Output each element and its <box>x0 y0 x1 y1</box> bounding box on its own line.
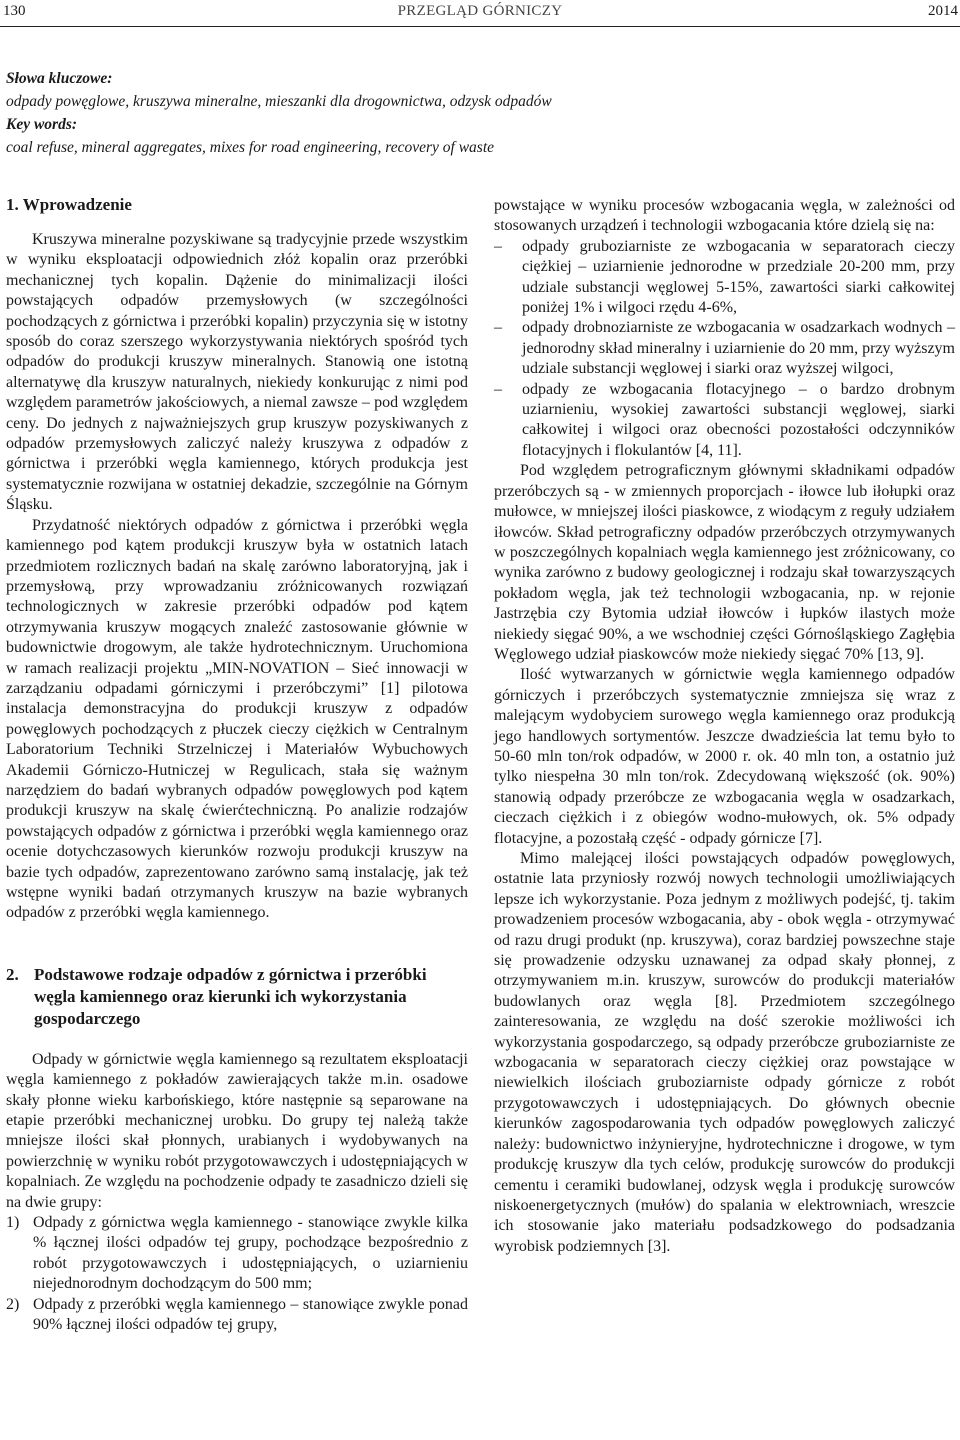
keywords-pl-text: odpady powęglowe, kruszywa mineralne, mieszanki dla drogownictwa, odzysk odpadów <box>6 93 552 110</box>
page-number: 130 <box>3 3 26 19</box>
list-item <box>494 380 955 462</box>
list-marker: 2) <box>6 1295 20 1313</box>
list-item-text: odpady ze wzbogacania flotacyjnego – o bardzo drobnym uziarnieniu, wysokiej zawartości substancji węglowej, siarki całkowitej i wilgoci oraz obecności pozostałości odczynników flotacyjnych i flokulantów [4, 11]. <box>522 380 955 459</box>
dash-marker: – <box>494 319 502 337</box>
left-column <box>6 194 468 1336</box>
section-2-title: Podstawowe rodzaje odpadów z górnictwa i przeróbki węgla kamiennego oraz kierunki ich wykorzystania gospodarczego <box>34 964 427 1028</box>
right-column <box>494 196 955 1257</box>
body-paragraph: Pod względem petrograficznym głównymi składnikami odpadów przeróbczych są - w zmiennych proporcjach - iłowce lub iłołupki oraz mułowce, w mniejszej ilości piaskowce, z wiodącym z reguły udziałem iłowców. Skład petrograficzny odpadów przeróbczych otrzymywanych w poszczególnych kopalniach węgla kamiennego jest zróżnicowany, co wynika zarówno z budowy geologicznej i rodzaju skał towarzyszących pokładom węgla, jak też technologii wzbogacania, np. w rejonie Jastrzębia czy Bytomia udział iłowców i łupków ilastych może niekiedy sięgać 90%, a we wschodniej części Górnośląskiego Zagłębia Węglowego udział piaskowców może niekiedy sięgać 70% [13, 9]. <box>494 462 955 663</box>
section-2-heading <box>6 964 468 1030</box>
list-item-text: odpady drobnoziarniste ze wzbogacania w osadzarkach wodnych – jednorodny skład mineralny i uziarnienie do 20 mm, przy wyższym udziale substancji węglowej i siarki oraz wyższej wilgoci, <box>522 319 955 378</box>
list-item <box>494 318 955 379</box>
dash-marker: – <box>494 380 502 398</box>
list-item-text: odpady gruboziarniste ze wzbogacania w separatorach cieczy ciężkiej – uziarnienie jednorodne w przedziale 20-200 mm, przy udziale substancji węglowej 5-15%, zawartości siarki całkowitej poniżej 1% i wilgoci rzędu 4-6%, <box>522 237 955 317</box>
list-item <box>6 1213 468 1295</box>
section-1-paragraph: Kruszywa mineralne pozyskiwane są tradycyjnie przede wszystkim w wyniku eksploatacji odpowiednich złóż kopalin oraz przeróbki mechanicznej tych kopalin. Dążenie do minimalizacji ilości powstających odpadów przemysłowych (w szczególności pochodzących z górnictwa i przeróbki kopalin) przyczynia się w istotny sposób do coraz szerszego wykorzystywania niektórych spośród tych odpadów do produkcji kruszyw mineralnych. Stanowią one istotną alternatywę dla kruszyw naturalnych, niekiedy konkurując z nimi pod względem parametrów jakościowych, a niemal zawsze – pod względem ceny. Do jednych z najważniejszych grup kruszyw pozyskiwanych z odpadów przemysłowych zaliczyć należy kruszywa z odpadów z górnictwa i przeróbki węgla kamiennego, których produkcja jest systematycznie rozwijana w ostatniej dekadzie, szczególnie na Górnym Śląsku. <box>6 231 468 514</box>
journal-title: PRZEGLĄD GÓRNICZY <box>397 3 563 19</box>
keywords-block <box>6 67 946 159</box>
section-2-number: 2. <box>6 964 19 984</box>
list-continuation: powstające w wyniku procesów wzbogacania węgla, w zależności od stosowanych urządzeń i technologii wzbogacania które dzielą się na: <box>494 197 955 235</box>
list-marker: 1) <box>6 1214 20 1232</box>
body-paragraph: Mimo malejącej ilości powstających odpadów powęglowych, ostatnie lata przyniosły rozwój nowych technologii umożliwiających lepsze ich wykorzystanie. Poza jednym z możliwych podejść, tj. takim prowadzeniem procesów wzbogacania, aby - obok węgla - otrzymywać od razu drugi produkt (np. kruszywa), coraz bardziej powszechne staje się prowadzenie odzysku uznawanej za odpad skały płonnej, z otrzymywaniem m.in. kruszyw, surowców do produkcji materiałów budowlanych oraz węgla [8]. Przedmiotem szczególnego zainteresowania, ze względu na dość szerokie możliwości ich wykorzystania gospodarczego, są odpady przeróbcze gruboziarniste ze wzbogacania w separatorach cieczy ciężkiej oraz powstające w niewielkich ilościach gruboziarniste odpady górnicze z robót przygotowawczych i udostępniających. Do głównych obecnie kierunków zagospodarowania tych odpadów powęglowych zaliczyć należy: budownictwo inżynieryjne, hydrotechniczne i drogowe, w tym produkcję kruszyw dla tych celów, produkcję surowców do produkcji cementu i ceramiki budowlanej, odzysk węgla i produkcję surowców niskoenergetycznych (mułów) do spalania w elektrowniach, wreszcie ich stosowanie jako materiału podsadzkowego do podsadzania wyrobisk podziemnych [3]. <box>494 850 955 1255</box>
keywords-pl-heading: Słowa kluczowe: <box>6 70 113 87</box>
keywords-en-heading: Key words: <box>6 116 78 133</box>
list-item <box>494 237 955 319</box>
section-1-paragraph: Przydatność niektórych odpadów z górnictwa i przeróbki węgla kamiennego pod kątem produkcji kruszyw była w ostatnich latach przedmiotem rozlicznych badań na skalę zarówno laboratoryjną, jak i przemysłową, przy wprowadzaniu zróżnicowanych rozwiązań technologicznych w zakresie przeróbki odpadów pod kątem otrzymywania kruszyw mogących znaleźć zastosowanie głównie w budownictwie drogowym, ale także hydrotechnicznym. Uruchomiona w ramach realizacji projektu „MIN-NOVATION – Sieć innowacji w zarządzaniu odpadami górniczymi i przeróbczymi” [1] pilotowa instalacja demonstracyjna do produkcji kruszyw z odpadów powęglowych pochodzących z płuczek cieczy ciężkich w Centralnym Laboratorium Techniki Strzelniczej i Materiałów Wybuchowych Akademii Górniczo-Hutniczej w Regulicach, stała się ważnym narzędziem do badań wybranych odpadów powęglowych pod kątem produkcji kruszyw na skalę ćwierćtechniczną. Po analizie rodzajów powstających odpadów z górnictwa i przeróbki węgla kamiennego oraz ocenie dotychczasowych kierunków rozwoju produkcji kruszyw na bazie tych odpadów, zaprezentowano zarówno samą instalację, jak też wstępne wyniki badań otrzymanych kruszyw na bazie wybranych odpadów z przeróbki węgla kamiennego. <box>6 516 468 922</box>
section-2-intro: Odpady w górnictwie węgla kamiennego są rezultatem eksploatacji węgla kamiennego z pokładów zawierających także m.in. osadowe skały płonne wieku karbońskiego, które następnie są separowane na etapie przeróbki mechanicznej urobku. Do grupy tej należą także mniejsze ilości skał płonnych, urabianych i wydobywanych na powierzchnię w wyniku robót przygotowawczych i udostępniających w kopalniach. Ze względu na pochodzenie odpady te zasadniczo dzieli się na dwie grupy: <box>6 1050 468 1211</box>
list-item-text: Odpady z przeróbki węgla kamiennego – stanowiące zwykle ponad 90% łącznej ilości odpadów tej grupy, <box>33 1295 468 1334</box>
section-1-heading: 1. Wprowadzenie <box>6 195 132 214</box>
issue-year: 2014 <box>928 3 958 19</box>
header-rule <box>0 26 960 27</box>
list-item-text: Odpady z górnictwa węgla kamiennego - stanowiące zwykle kilka % łącznej ilości odpadów tej grupy, pochodzące bezpośrednio z robót przygotowawczych i udostępniających, o uziarnieniu niejednorodnym dochodzącym do 500 mm; <box>33 1214 468 1293</box>
waste-groups-list <box>6 1213 468 1335</box>
waste-types-list <box>494 237 955 461</box>
page-header <box>0 0 960 28</box>
keywords-en-text: coal refuse, mineral aggregates, mixes for road engineering, recovery of waste <box>6 139 495 156</box>
list-item <box>6 1295 468 1336</box>
dash-marker: – <box>494 237 502 255</box>
body-paragraph: Ilość wytwarzanych w górnictwie węgla kamiennego odpadów górniczych i przeróbczych systematycznie zmniejsza się wraz z malejącym wydobyciem surowego węgla kamiennego oraz produkcją jego handlowych sortymentów. Jeszcze dwadzieścia lat temu było to 50-60 mln ton/rok odpadów, w 2000 r. ok. 40 mln ton, a ostatnio już tylko niespełna 30 mln ton/rok. Zdecydowaną większość (ok. 90%) stanowią odpady przeróbcze ze wzbogacania węgla w osadzarkach, cieczach ciężkich i z obiegów wodno-mułowych, ok. 5% odpady flotacyjne, a pozostałą część - odpady górnicze [7]. <box>494 666 955 847</box>
